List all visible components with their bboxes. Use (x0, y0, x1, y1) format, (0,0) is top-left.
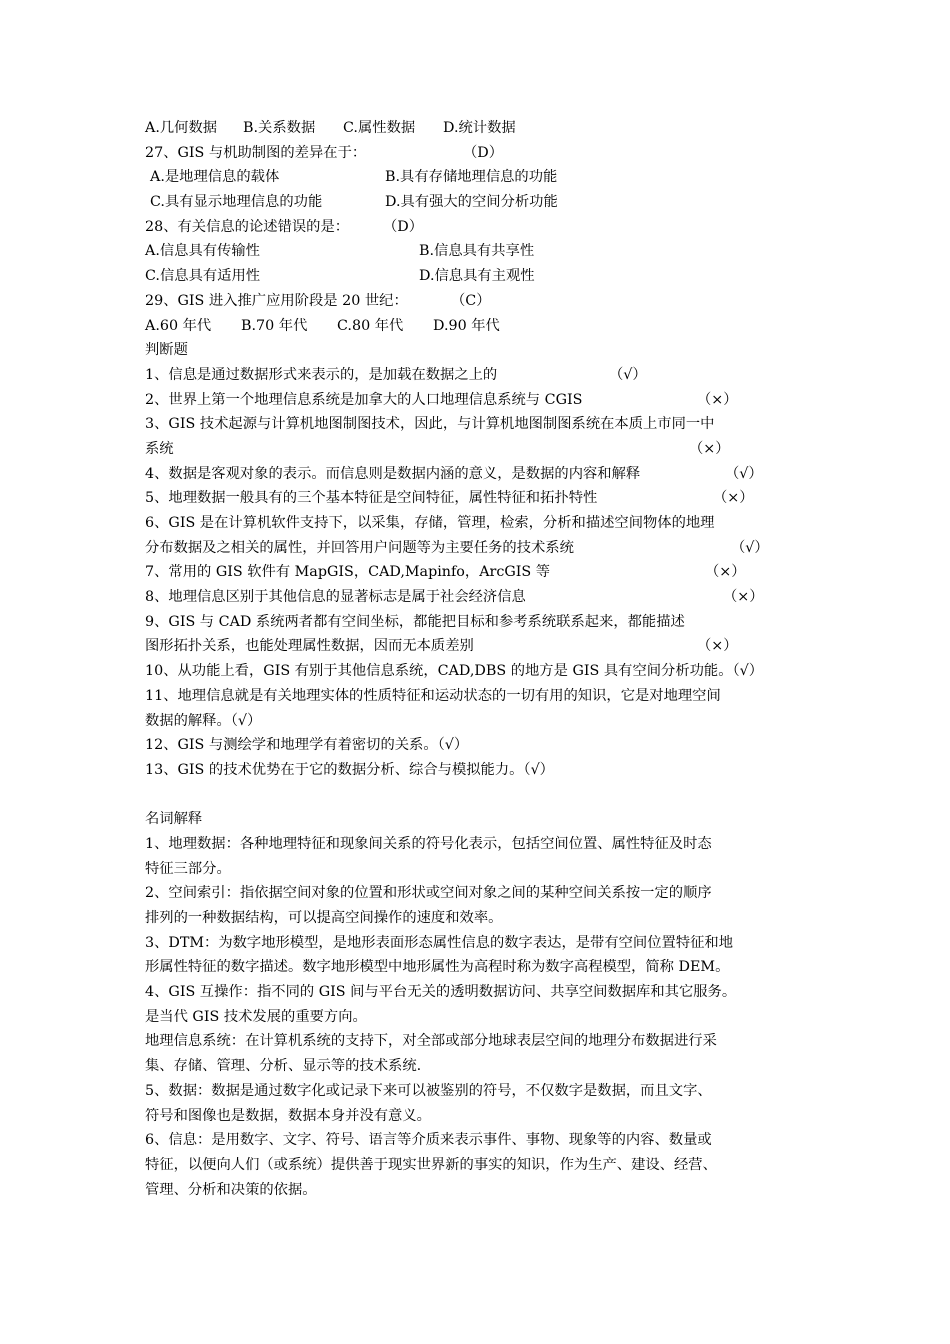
q26-option-a: A.几何数据 (145, 120, 218, 136)
judge-6-text-line2: 分布数据及之相关的属性，并回答用户问题等为主要任务的技术系统 (145, 539, 574, 556)
term-6-line1: 6、信息：是用数字、文字、符号、语言等介质来表示事件、事物、现象等的内容、数量或 (145, 1132, 712, 1149)
judge-item-6-line1 (145, 511, 815, 536)
q29-option-c: C.80 年代 (337, 317, 404, 334)
q27-options-row1 (145, 165, 815, 190)
judge-item-3-line1 (145, 412, 815, 437)
q27-option-d: D.具有强大的空间分析功能 (385, 194, 558, 211)
term-1-line1: 1、地理数据：各种地理特征和现象间关系的符号化表示，包括空间位置、属性特征及时态 (145, 835, 712, 852)
terms-heading: 名词解释 (145, 811, 203, 828)
term-2-line1: 2、空间索引：指依据空间对象的位置和形状或空间对象之间的某种空间关系按一定的顺序 (145, 885, 712, 902)
term-4-line1: 4、GIS 互操作：指不同的 GIS 间与平台无关的透明数据访问、共享空间数据库和其它服务。 (145, 984, 737, 1001)
q26-option-b: B.关系数据 (243, 120, 316, 136)
term-5-line1: 5、数据：数据是通过数字化或记录下来可以被鉴别的符号，不仅数字是数据，而且文字、 (145, 1082, 712, 1099)
judge-item-11-line2: 数据的解释。（√） (145, 712, 262, 729)
term-gis-line2: 集、存储、管理、分析、显示等的技术系统. (145, 1058, 422, 1075)
judge-item-1 (145, 363, 815, 388)
q29-text: 29、GIS 进入推广应用阶段是 20 世纪： (145, 292, 408, 309)
q26-options (145, 116, 815, 141)
term-1-line2: 特征三部分。 (145, 860, 231, 877)
q26-option-d: D.统计数据 (443, 120, 516, 136)
q27-option-c: C.具有显示地理信息的功能 (150, 194, 323, 211)
q29-option-d: D.90 年代 (433, 317, 500, 334)
judge-5-mark: （×） (713, 490, 754, 507)
term-3-line1: 3、DTM：为数字地形模型，是地形表面形态属性信息的数字表达，是带有空间位置特征和地 (145, 934, 734, 951)
q27-option-b: B.具有存储地理信息的功能 (385, 169, 558, 186)
judge-item-6-line2 (145, 536, 815, 561)
q29-options (145, 314, 815, 339)
q28-option-c: C.信息具有适用性 (145, 268, 261, 285)
judge-item-13: 13、GIS 的技术优势在于它的数据分析、综合与模拟能力。（√） (145, 761, 554, 778)
q27-text: 27、GIS 与机助制图的差异在于： (145, 144, 367, 161)
term-gis-line1: 地理信息系统：在计算机系统的支持下，对全部或部分地球表层空间的地理分布数据进行采 (145, 1033, 717, 1050)
judge-1-text: 1、信息是通过数据形式来表示的，是加载在数据之上的 (145, 366, 498, 383)
term-2-line2: 排列的一种数据结构，可以提高空间操作的速度和效率。 (145, 910, 503, 926)
judge-item-12: 12、GIS 与测绘学和地理学有着密切的关系。（√） (145, 737, 469, 754)
q28-options-row2 (145, 264, 815, 289)
term-3-line2: 形属性特征的数字描述。数字地形模型中地形属性为高程时称为数字高程模型，简称 DEM。 (145, 959, 730, 976)
judge-item-2 (145, 388, 815, 413)
judge-6-text-line1: 6、GIS 是在计算机软件支持下，以采集，存储，管理，检索，分析和描述空间物体的地理 (145, 515, 715, 531)
q28-options-row1 (145, 239, 815, 264)
judge-item-10: 10、从功能上看，GIS 有别于其他信息系统，CAD,DBS 的地方是 GIS 具有空间分析功能。（√） (145, 663, 764, 680)
q29-option-a: A.60 年代 (145, 317, 212, 334)
q28-option-a: A.信息具有传输性 (145, 243, 260, 260)
q26-option-c: C.属性数据 (343, 120, 416, 136)
judge-8-mark: （×） (723, 589, 764, 606)
q27-question (145, 141, 815, 166)
term-4-line2: 是当代 GIS 技术发展的重要方向。 (145, 1008, 367, 1025)
judge-6-mark: （√） (731, 539, 769, 556)
term-6-line2: 特征，以便向人们（或系统）提供善于现实世界新的事实的知识，作为生产、建设、经营、 (145, 1156, 717, 1173)
judge-2-mark: （×） (697, 391, 738, 408)
judge-8-text: 8、地理信息区别于其他信息的显著标志是属于社会经济信息 (145, 589, 526, 606)
judge-7-text: 7、常用的 GIS 软件有 MapGIS，CAD,Mapinfo，ArcGIS 等 (145, 564, 551, 581)
judge-3-mark: （×） (689, 440, 730, 457)
term-5-line2: 符号和图像也是数据，数据本身并没有意义。 (145, 1107, 431, 1124)
judge-item-8 (145, 585, 815, 610)
q28-option-b: B.信息具有共享性 (419, 243, 535, 260)
judge-9-mark: （×） (697, 638, 738, 655)
judge-item-4 (145, 462, 815, 487)
q29-question (145, 289, 815, 314)
document-page (145, 116, 815, 1202)
q28-text: 28、有关信息的论述错误的是： (145, 218, 350, 235)
judge-3-text-line1: 3、GIS 技术起源与计算机地图制图技术，因此，与计算机地图制图系统在本质上市同一中 (145, 416, 715, 433)
judge-5-text: 5、地理数据一般具有的三个基本特征是空间特征，属性特征和拓扑特性 (145, 490, 598, 507)
judge-9-text-line2: 图形拓扑关系，也能处理属性数据，因而无本质差别 (145, 638, 474, 655)
judge-2-text: 2、世界上第一个地理信息系统是加拿大的人口地理信息系统与 CGIS (145, 391, 583, 408)
judge-9-text-line1: 9、GIS 与 CAD 系统两者都有空间坐标，都能把目标和参考系统联系起来，都能描述 (145, 613, 685, 630)
term-6-line3: 管理、分析和决策的依据。 (145, 1181, 317, 1198)
judge-7-mark: （×） (705, 564, 746, 581)
q28-question (145, 215, 815, 240)
judge-item-7 (145, 560, 815, 585)
judge-item-3-line2 (145, 437, 815, 462)
q29-answer: （C） (451, 292, 491, 309)
judge-3-text-line2: 系统 (145, 440, 174, 457)
q28-answer: （D） (383, 218, 424, 235)
judge-item-11-line1: 11、地理信息就是有关地理实体的性质特征和运动状态的一切有用的知识，它是对地理空间 (145, 687, 721, 704)
q29-option-b: B.70 年代 (241, 317, 308, 334)
judge-4-mark: （√） (725, 465, 763, 482)
section-spacer (145, 783, 815, 808)
q27-option-a: A.是地理信息的载体 (150, 169, 280, 186)
judge-item-9-line2 (145, 634, 815, 659)
judge-heading: 判断题 (145, 342, 188, 359)
q28-option-d: D.信息具有主观性 (419, 268, 535, 285)
judge-item-5 (145, 486, 815, 511)
judge-4-text: 4、数据是客观对象的表示。而信息则是数据内涵的意义，是数据的内容和解释 (145, 465, 641, 482)
judge-item-9-line1 (145, 610, 815, 635)
judge-1-mark: （√） (609, 366, 647, 383)
q27-options-row2 (145, 190, 815, 215)
q27-answer: （D） (463, 144, 504, 161)
